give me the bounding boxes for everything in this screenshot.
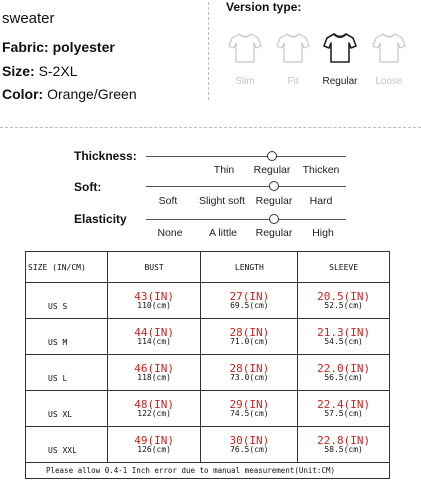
bust-cell — [107, 355, 201, 391]
scale-option[interactable]: Slight soft — [198, 195, 246, 207]
header-size: SIZE (IN/CM) — [26, 252, 108, 283]
length-inches: 30(IN) — [229, 433, 270, 447]
length-cm: 71.0(cm) — [230, 337, 269, 347]
scale-option[interactable]: Regular — [255, 195, 293, 207]
scale-selected-marker[interactable] — [269, 181, 279, 191]
scale-option[interactable]: Regular — [253, 164, 291, 176]
sleeve-inches: 21.3(IN) — [317, 325, 371, 339]
header-sleeve: SLEEVE — [298, 252, 390, 283]
size-table — [25, 251, 390, 479]
tshirt-icon — [228, 32, 262, 64]
size-line — [2, 63, 78, 79]
version-type-title: Version type: — [226, 0, 302, 14]
tshirt-icon — [323, 32, 357, 64]
scale-option[interactable]: Soft — [158, 195, 178, 207]
bust-cm: 118(cm) — [137, 373, 171, 383]
version-option-label: Slim — [235, 76, 255, 87]
scale-option[interactable]: Thicken — [302, 164, 340, 176]
bust-cell — [107, 319, 201, 355]
scale-selected-marker[interactable] — [267, 151, 277, 161]
tshirt-icon — [276, 32, 310, 64]
length-cell — [201, 355, 298, 391]
product-title-text: sweater — [2, 10, 55, 27]
length-cm: 74.5(cm) — [230, 409, 269, 419]
scale-selected-marker[interactable] — [269, 214, 279, 224]
sleeve-cell — [298, 355, 390, 391]
property-label: Elasticity — [74, 212, 127, 226]
scale-track — [146, 156, 346, 157]
length-cell — [201, 283, 298, 319]
length-cell — [201, 427, 298, 463]
scale-option[interactable]: None — [157, 227, 183, 239]
sleeve-cell — [298, 319, 390, 355]
sleeve-cm: 58.5(cm) — [324, 445, 363, 455]
property-label: Soft: — [74, 180, 102, 194]
size-name-cell: US S — [26, 283, 108, 319]
color-line — [2, 86, 137, 102]
sleeve-cm: 57.5(cm) — [324, 409, 363, 419]
bust-inches: 44(IN) — [134, 325, 174, 339]
version-option-label: Regular — [322, 76, 358, 87]
color-label: Color: — [2, 86, 44, 102]
bust-inches: 46(IN) — [134, 361, 174, 375]
length-cm: 76.5(cm) — [230, 445, 269, 455]
bust-inches: 43(IN) — [134, 289, 174, 303]
color-value: Orange/Green — [47, 86, 137, 102]
fabric-line — [2, 39, 115, 55]
size-label: Size: — [2, 63, 35, 79]
table-note-row — [26, 463, 390, 479]
table-row — [26, 391, 390, 427]
sleeve-cell — [298, 427, 390, 463]
bust-inches: 49(IN) — [134, 433, 174, 447]
header-length: LENGTH — [201, 252, 298, 283]
sleeve-cm: 52.5(cm) — [324, 301, 363, 311]
fabric-value: polyester — [52, 39, 115, 55]
bust-cm: 110(cm) — [137, 301, 171, 311]
property-label: Thickness: — [74, 149, 137, 163]
scale-track — [146, 219, 346, 220]
bust-cell — [107, 391, 201, 427]
length-cell — [201, 319, 298, 355]
measurement-note: Please allow 0.4-1 Inch error due to manual measurement(Unit:CM) — [26, 463, 390, 479]
scale-option[interactable]: High — [312, 227, 334, 239]
size-value: S-2XL — [38, 63, 78, 79]
version-option-label: Fit — [287, 76, 299, 87]
table-row — [26, 355, 390, 391]
product-title — [2, 10, 55, 27]
bust-cell — [107, 427, 201, 463]
scale-option[interactable]: Thin — [213, 164, 235, 176]
tshirt-icon — [372, 32, 406, 64]
table-body — [26, 283, 390, 479]
table-row — [26, 427, 390, 463]
sleeve-cm: 54.5(cm) — [324, 337, 363, 347]
table-header-row — [26, 252, 390, 283]
sleeve-inches: 20.5(IN) — [317, 289, 371, 303]
length-inches: 28(IN) — [229, 361, 270, 375]
length-inches: 29(IN) — [229, 397, 270, 411]
sleeve-inches: 22.0(IN) — [317, 361, 371, 375]
version-option-label: Loose — [375, 76, 403, 87]
bust-cell — [107, 283, 201, 319]
size-name-cell: US XXL — [26, 427, 108, 463]
sleeve-inches: 22.8(IN) — [317, 433, 371, 447]
horizontal-divider — [0, 127, 421, 128]
scale-option[interactable]: Hard — [309, 195, 333, 207]
bust-cm: 114(cm) — [137, 337, 171, 347]
length-cm: 69.5(cm) — [230, 301, 269, 311]
table-row — [26, 319, 390, 355]
bust-inches: 48(IN) — [134, 397, 174, 411]
scale-option[interactable]: Regular — [255, 227, 293, 239]
size-name-cell: US M — [26, 319, 108, 355]
sleeve-inches: 22.4(IN) — [317, 397, 371, 411]
table-row — [26, 283, 390, 319]
sleeve-cm: 56.5(cm) — [324, 373, 363, 383]
scale-option[interactable]: A little — [208, 227, 238, 239]
bust-cm: 126(cm) — [137, 445, 171, 455]
size-name-cell: US XL — [26, 391, 108, 427]
sleeve-cell — [298, 391, 390, 427]
length-inches: 27(IN) — [229, 289, 270, 303]
header-bust: BUST — [107, 252, 201, 283]
sleeve-cell — [298, 283, 390, 319]
length-inches: 28(IN) — [229, 325, 270, 339]
size-name-cell: US L — [26, 355, 108, 391]
length-cell — [201, 391, 298, 427]
fabric-label: Fabric: — [2, 39, 49, 55]
length-cm: 73.0(cm) — [230, 373, 269, 383]
vertical-divider — [208, 2, 209, 100]
bust-cm: 122(cm) — [137, 409, 171, 419]
scale-track — [146, 186, 346, 187]
